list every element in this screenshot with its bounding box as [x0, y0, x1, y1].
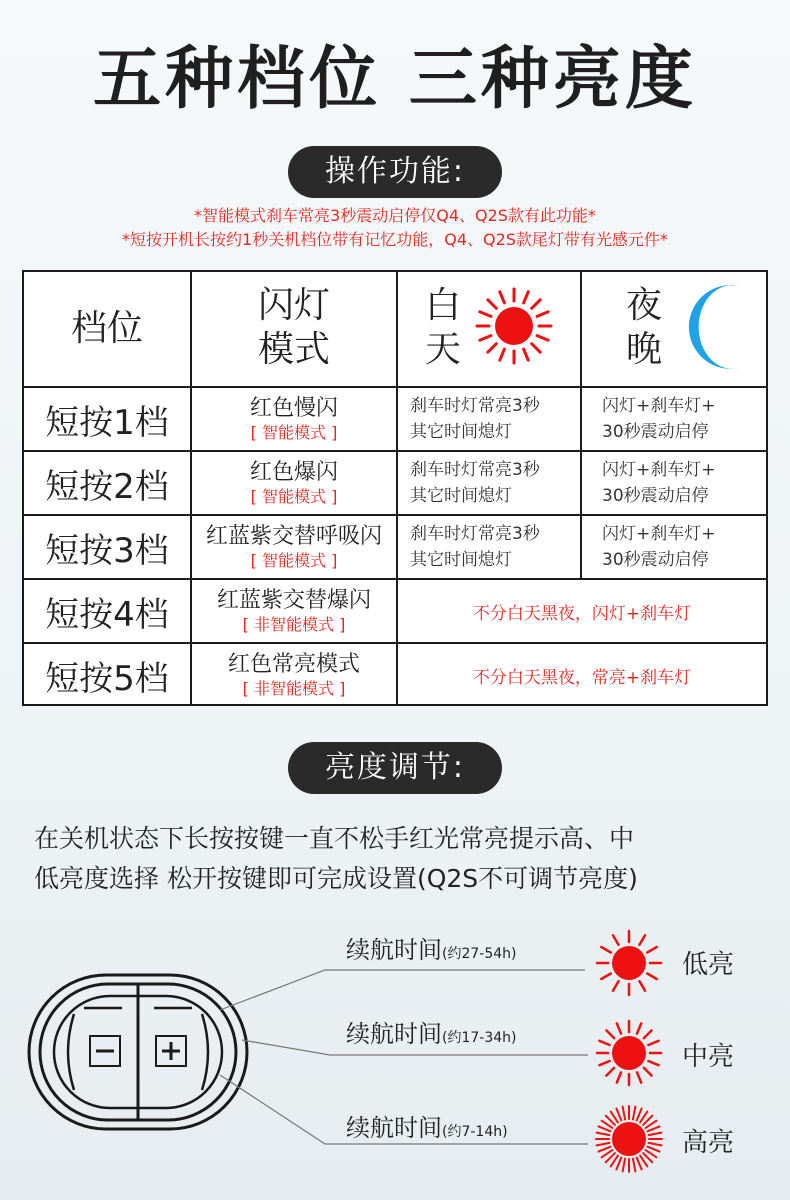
- gear-cell: 短按2档: [45, 466, 169, 507]
- mode-cell: 红色慢闪 [ 智能模式 ]: [249, 396, 338, 442]
- sun-low-icon: [594, 928, 664, 998]
- mode-cell: 红蓝紫交替呼吸闪 [ 智能模式 ]: [205, 524, 382, 570]
- sun-icon: [474, 286, 554, 366]
- header-day: 白 天: [424, 285, 461, 370]
- night-cell: 闪灯+刹车灯+ 30秒震动启停: [602, 460, 716, 506]
- note-line-1: *智能模式刹车常亮3秒震动启停仅Q4、Q2S款有此功能*: [194, 206, 596, 225]
- mode-cell: 红色常亮模式 [ 非智能模式 ]: [227, 652, 360, 698]
- function-table: [22, 270, 768, 706]
- day-cell: 刹车时灯常亮3秒 其它时间熄灯: [410, 524, 540, 570]
- duration-low: 续航时间(约27-54h): [346, 936, 517, 964]
- night-cell: 闪灯+刹车灯+ 30秒震动启停: [602, 524, 716, 570]
- mode-cell: 红蓝紫交替爆闪 [ 非智能模式 ]: [216, 588, 371, 634]
- gear-cell: 短按3档: [45, 530, 169, 571]
- level-low: 低亮: [682, 950, 735, 980]
- minus-icon: [90, 1036, 120, 1066]
- instruction-line-2: 低亮度选择 松开按键即可完成设置(Q2S不可调节亮度): [34, 864, 638, 893]
- sun-mid-icon: [594, 1018, 664, 1088]
- plus-icon: [156, 1036, 186, 1066]
- level-mid: 中亮: [682, 1042, 735, 1072]
- sun-high-icon: [594, 1104, 664, 1174]
- night-cell: 闪灯+刹车灯+ 30秒震动启停: [602, 396, 716, 442]
- level-high: 高亮: [682, 1128, 735, 1158]
- section-badge-operation: 操作功能:: [288, 146, 502, 198]
- duration-high: 续航时间(约7-14h): [346, 1114, 508, 1142]
- gear-cell: 短按1档: [45, 402, 169, 443]
- page-title: 五种档位 三种亮度: [93, 40, 697, 119]
- mode-cell: 红色爆闪 [ 智能模式 ]: [249, 460, 338, 506]
- section-badge-brightness: 亮度调节:: [288, 742, 502, 794]
- gear-cell: 短按4档: [45, 594, 169, 635]
- note-line-2: *短按开机长按约1秒关机档位带有记忆功能，Q4、Q2S款尾灯带有光感元件*: [122, 230, 668, 249]
- moon-icon: [688, 282, 758, 372]
- header-gear: 档位: [70, 308, 143, 349]
- gear-cell: 短按5档: [45, 658, 169, 699]
- header-mode: 闪灯 模式: [257, 285, 330, 370]
- day-cell: 刹车时灯常亮3秒 其它时间熄灯: [410, 396, 540, 442]
- day-cell: 刹车时灯常亮3秒 其它时间熄灯: [410, 460, 540, 506]
- instruction-line-1: 在关机状态下长按按键一直不松手红光常亮提示高、中: [34, 824, 635, 853]
- combined-cell: 不分白天黑夜，常亮+刹车灯: [472, 667, 692, 688]
- header-night: 夜 晚: [625, 285, 662, 370]
- combined-cell: 不分白天黑夜，闪灯+刹车灯: [472, 603, 692, 624]
- duration-mid: 续航时间(约17-34h): [346, 1020, 517, 1048]
